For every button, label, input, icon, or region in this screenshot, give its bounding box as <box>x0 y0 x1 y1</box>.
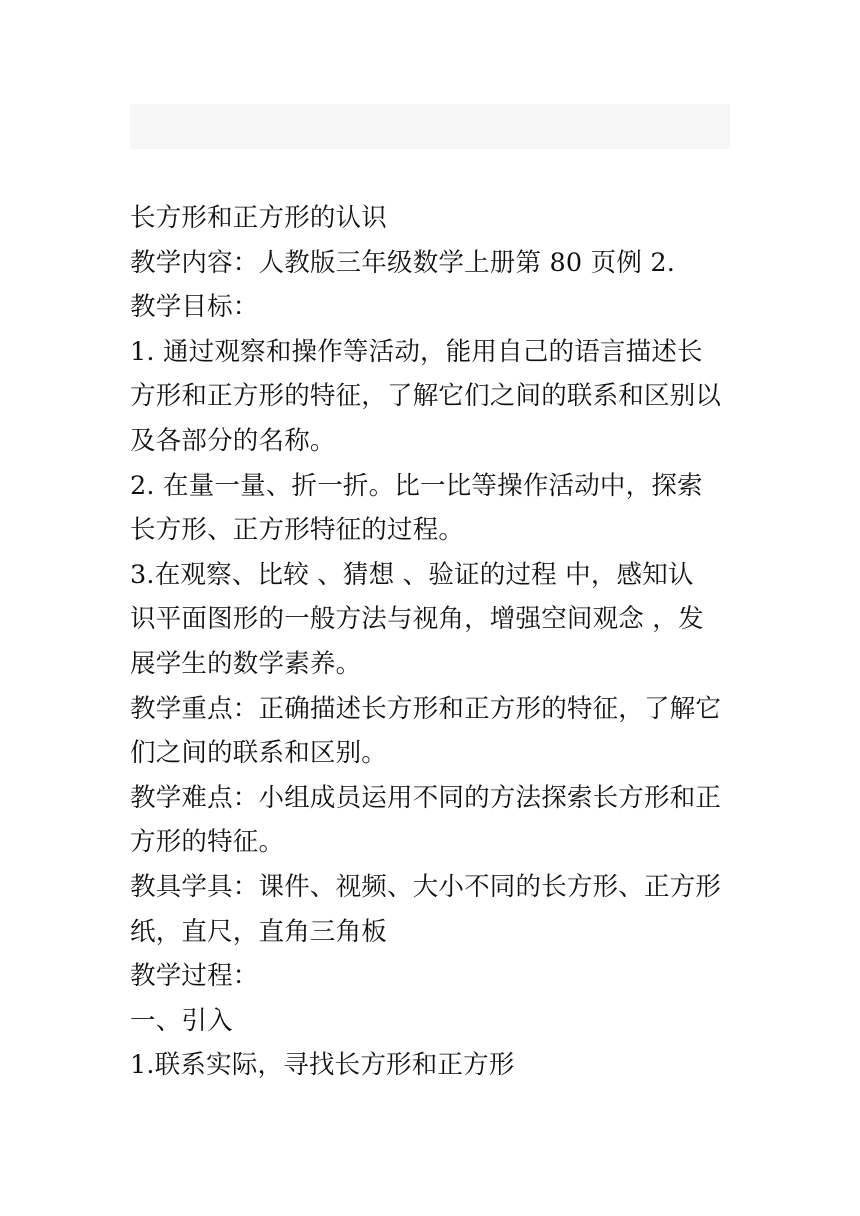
text-line: 纸，直尺，直角三角板 <box>130 916 388 947</box>
text-line: 2. 在量一量、折一折。比一比等操作活动中，探索 <box>130 470 703 501</box>
teaching-process-heading: 教学过程： <box>130 961 259 992</box>
text-line: 识平面图形的一般方法与视角，增强空间观念 ，发 <box>130 604 704 635</box>
section-heading: 一、引入 <box>130 1005 233 1036</box>
key-points: 教学重点：正确描述长方形和正方形的特征，了解它 <box>130 693 722 724</box>
text-line: 3.在观察、比较 、猜想 、验证的过程 中，感知认 <box>130 559 694 590</box>
text-line: 方形的特征。 <box>130 827 285 858</box>
difficult-points: 教学难点：小组成员运用不同的方法探索长方形和正 <box>130 782 722 813</box>
header-band <box>130 104 730 149</box>
teaching-aids: 教具学具：课件、视频、大小不同的长方形、正方形 <box>130 871 722 902</box>
text-line: 长方形、正方形特征的过程。 <box>130 515 465 546</box>
text-line: 1.联系实际，寻找长方形和正方形 <box>130 1050 515 1081</box>
teaching-goals-heading: 教学目标： <box>130 292 259 323</box>
text-line: 方形和正方形的特征，了解它们之间的联系和区别以 <box>130 381 722 412</box>
teaching-content: 教学内容：人教版三年级数学上册第 80 页例 2. <box>130 247 676 278</box>
document-title: 长方形和正方形的认识 <box>130 203 388 233</box>
text-line: 们之间的联系和区别。 <box>130 738 388 769</box>
text-line: 展学生的数学素养。 <box>130 648 362 679</box>
text-line: 及各部分的名称。 <box>130 425 336 456</box>
text-line: 1. 通过观察和操作等活动，能用自己的语言描述长 <box>130 336 703 367</box>
document-body <box>130 196 735 1088</box>
